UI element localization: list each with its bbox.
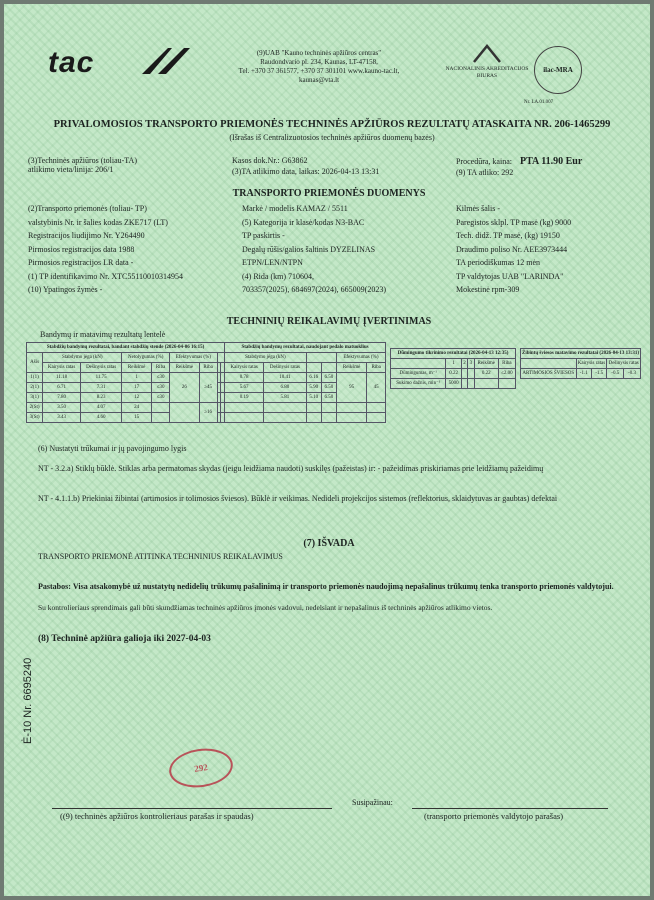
- cell: 2(St): [27, 403, 43, 413]
- station-line: atlikimo vieta/linija: 206/1: [28, 165, 114, 175]
- vehicle-mid-3: Degalų rūšis/galios šaltinis DYZELINAS: [242, 244, 376, 254]
- vehicle-right-6: Mokestinė rpm-309: [456, 285, 520, 294]
- conclusion-text: TRANSPORTO PRIEMONĖ ATITINKA TECHNINIUS REIKALAVIMUS: [38, 552, 283, 561]
- vehicle-mid-1: (5) Kategorija ir klasė/kodas N3-BAC: [242, 217, 365, 227]
- col-pedal-eff: Efektyvumas (%): [336, 353, 385, 363]
- ack-label: Susipažinau:: [352, 798, 393, 807]
- table-row: [391, 379, 516, 389]
- vehicle-right-1: Paregistos sklpl. TP masė (kg) 9000: [456, 217, 572, 227]
- signature-caption-left: ((9) techninės apžiūros kontrolieriaus parašas ir spaudas): [60, 811, 254, 821]
- logo-swoosh-icon: [138, 44, 198, 78]
- appeal-text: Su kontrolieriaus sprendimais gali būti skundžiamas techninės apžiūros įmonės vadovui, nedelsiant ir nepašalinus iš techninės apžiūros atlikimo vietos.: [38, 603, 493, 612]
- cell: 10.41: [264, 373, 307, 383]
- cash-doc: Kasos dok.Nr.: G63862: [232, 156, 308, 165]
- accreditation-icon: [470, 42, 504, 64]
- lights-table: [520, 348, 641, 379]
- cell: ≤30: [152, 393, 170, 403]
- col-p-right: Dešinysis ratas: [264, 363, 307, 373]
- vehicle-right-5: TP valdytojas UAB "LARINDA": [456, 271, 564, 281]
- smoke-header: Dūmingumo tikrinimo rezultatai (2026-04-13 12:35): [391, 349, 516, 359]
- vehicle-left-5: (1) TP identifikavimo Nr. XTC55110010314954: [28, 271, 184, 281]
- cell: ≤30: [152, 373, 170, 383]
- table-row: [521, 369, 641, 379]
- vehicle-right-4: TA periodiškumas 12 mėn: [456, 258, 541, 267]
- company-details: [204, 48, 434, 85]
- cell: 11.18: [43, 373, 81, 383]
- accreditation-logo: [442, 42, 532, 79]
- col-p-left: Kairysis ratas: [225, 363, 264, 373]
- cell: 4.60: [81, 413, 122, 423]
- col-pedal-force: Stabdymo jėga (kN): [225, 353, 307, 363]
- brake-pedal-header: Stabdžių bandymų rezultatai, naudojant pedalo matuoklius: [225, 343, 386, 353]
- cell: 6.50: [321, 393, 336, 403]
- table-row: [27, 373, 386, 383]
- table-row: [391, 369, 516, 379]
- vehicle-column-middle: [242, 202, 452, 297]
- cell: 0.22: [446, 369, 461, 379]
- vehicle-mid-0: Markė / modelis KAMAZ / 5511: [242, 204, 348, 213]
- station-label: (3)Techninės apžiūros (toliau-TA): [28, 156, 137, 165]
- cell: 7.31: [81, 383, 122, 393]
- procedure-info: [456, 156, 636, 177]
- cell: 12: [122, 393, 152, 403]
- cell: Dūmingumas, m⁻¹: [391, 369, 446, 379]
- table-row: [27, 403, 386, 413]
- cell: ARTIMOSIOS ŠVIESOS: [521, 369, 577, 379]
- company-name: (9)UAB "Kauno techninės apžiūros centras": [256, 49, 382, 57]
- conclusion-title: (7) IŠVADA: [303, 538, 355, 549]
- vehicle-column-left: [28, 202, 238, 297]
- cell: 6.80: [264, 383, 307, 393]
- cell: -0.3: [624, 369, 641, 379]
- cell: 11.75: [81, 373, 122, 383]
- cell: 3.43: [43, 413, 81, 423]
- procedure-price: PTA 11.90 Eur: [519, 156, 583, 167]
- ta-info: [232, 156, 452, 176]
- procedure-label: Procedūra, kaina:: [456, 157, 512, 166]
- cell: 6.16: [306, 373, 321, 383]
- cell: 6.71: [43, 383, 81, 393]
- col-eff-limit: Riba: [199, 363, 217, 373]
- cell: ≤2.00: [498, 369, 515, 379]
- vehicle-mid-2: TP paskirtis -: [242, 231, 285, 240]
- col-limit: Riba: [152, 363, 170, 373]
- inspector-stamp: [167, 745, 236, 792]
- station-info: [28, 156, 208, 174]
- company-email: kaunas@vta.lt: [298, 76, 340, 85]
- cell: 24: [122, 403, 152, 413]
- cell: 45: [367, 373, 386, 403]
- ilac-label: ilac-MRA: [543, 65, 573, 74]
- ta-performed-by: (9) TA atliko: 292: [456, 167, 514, 177]
- col-uneven: Netolygumas (%): [122, 353, 170, 363]
- report-title: PRIVALOMOSIOS TRANSPORTO PRIEMONĖS TECHNINĖS APŽIŪROS REZULTATŲ ATASKAITA NR. 206-1465299: [53, 119, 611, 130]
- vehicle-right-3: Draudimo poliso Nr. AEE3973444: [456, 244, 568, 254]
- cell: 5.10: [306, 393, 321, 403]
- vehicle-left-3: Pirmosios registracijos data 1988: [28, 244, 135, 254]
- col-p-value: Reikšmė: [336, 363, 366, 373]
- notes: [38, 582, 638, 591]
- col-force: Stabdymo jėga (kN): [43, 353, 122, 363]
- company-phone: Tel. +370 37 361577, +370 37 301101 www.kauno-tac.lt,: [238, 67, 400, 76]
- smoke-col-limit: Riba: [498, 359, 515, 369]
- vehicle-left-1: valstybinis Nr. ir šalies kodas ZKE717 (LT): [28, 217, 168, 227]
- company-logo: tac: [48, 46, 95, 79]
- stamp-number: 292: [193, 761, 209, 774]
- cell: 0.78: [225, 373, 264, 383]
- cell: ≥45: [199, 373, 217, 403]
- cell: 15: [122, 413, 152, 423]
- col-p-limit: Riba: [367, 363, 386, 373]
- cell: 6.50: [321, 383, 336, 393]
- cell: 6.50: [321, 373, 336, 383]
- ta-date: (3)TA atlikimo data, laikas: 2026-04-13 13:31: [232, 167, 380, 177]
- table-caption: Bandymų ir matavimų rezultatų lentelė: [40, 330, 166, 339]
- lights-col-right: Dešinysis ratas: [607, 359, 641, 369]
- cell: ≥16: [199, 403, 217, 423]
- cell: ≤30: [152, 383, 170, 393]
- form-number: Ė-10 Nr. 6695240: [22, 657, 34, 744]
- defect-item: NT - 3.2.a) Stiklų būklė. Stiklas arba permatomas skydas (jeigu leidžiama naudoti) suskilęs (pažeistas) ir: - pažeidimas priskiriamas prie leidžiamų pažeidimų: [38, 464, 544, 473]
- cell: 95: [336, 373, 366, 403]
- lights-header: Žibintų šviesos matavimo rezultatai (2026-04-13 13:31): [521, 349, 641, 359]
- col-right: Dešinysis ratas: [81, 363, 122, 373]
- lights-col-left: Kairysis ratas: [576, 359, 607, 369]
- notes-label: Pastabos:: [38, 582, 71, 591]
- cell: 7.80: [43, 393, 81, 403]
- report-sheet: [4, 4, 650, 896]
- brake-table: [26, 342, 386, 423]
- smoke-table: Dūmingumo tikrinimo rezultatai (2026-04-13 12:35) 1 2 3 Reikšmė Riba Dūmingumas, m⁻¹ 0.22 0.22 ≤2.00 Sukimo dažnis, min⁻¹ 5000: [390, 348, 516, 389]
- cell: -1.1: [576, 369, 591, 379]
- valid-until: (8) Techninė apžiūra galioja iki 2027-04-03: [38, 634, 211, 644]
- cell: 3.50: [43, 403, 81, 413]
- notes-text: Visa atsakomybė už nustatytų nedidelių trūkumų pašalinimą ir transporto priemonės naudojimą nepašalinus trūkumų tenka transporto priemonės valdytojui.: [72, 582, 614, 591]
- signature-line-left: [52, 808, 332, 809]
- vehicle-right-0: Kilmės šalis -: [456, 204, 500, 213]
- vehicle-mid-4: ETPN/LEN/NTPN: [242, 258, 303, 267]
- cell: 5.81: [264, 393, 307, 403]
- cell: 4.07: [81, 403, 122, 413]
- col-left: Kairysis ratas: [43, 363, 81, 373]
- vehicle-right-2: Tech. didž. TP masė, (kg) 19150: [456, 231, 560, 240]
- cell: Sukimo dažnis, min⁻¹: [391, 379, 446, 389]
- cell: 5.90: [306, 383, 321, 393]
- cell: 26: [170, 373, 200, 403]
- cell: 17: [122, 383, 152, 393]
- col-eff-value: Reikšmė: [170, 363, 200, 373]
- col-axle: Ašis: [27, 353, 43, 373]
- col-value: Reikšmė: [122, 363, 152, 373]
- ilac-seal: [534, 46, 582, 94]
- company-address: Raudondvario pl. 234, Kaunas, LT-47158,: [260, 58, 378, 67]
- vehicle-left-4: Pirmosios registracijos LR data -: [28, 258, 134, 267]
- vehicle-left-0: (2)Transporto priemonės (toliau- TP): [28, 204, 147, 213]
- cell: 3(1): [27, 393, 43, 403]
- cell: 5.67: [225, 383, 264, 393]
- document-code: Nr. LA.01.007: [524, 100, 554, 105]
- defects-title: (6) Nustatyti trūkumai ir jų pavojingumo lygis: [38, 444, 187, 453]
- signature-caption-right: (transporto priemonės valdytojo parašas): [424, 811, 564, 821]
- signature-line-right: [412, 808, 608, 809]
- vehicle-left-2: Registracijos liudijimo Nr. Y264490: [28, 231, 145, 240]
- vehicle-column-right: [456, 202, 646, 297]
- cell: 0.19: [225, 393, 264, 403]
- cell: 3(St): [27, 413, 43, 423]
- vehicle-mid-5: (4) Rida (km) 710604,: [242, 271, 314, 281]
- cell: 8.23: [81, 393, 122, 403]
- cell: 1(1): [27, 373, 43, 383]
- smoke-col-value: Reikšmė: [474, 359, 498, 369]
- cell: 0.22: [474, 369, 498, 379]
- defect-item: NT - 4.1.1.b) Priekiniai žibintai (artimosios ir tolimosios šviesos). Būklė ir veikimas. Nedideli projekcijos sistemos (reflektorius, sklaidytuvas ar gaubtas) defektai: [38, 494, 558, 503]
- cell: 2(1): [27, 383, 43, 393]
- accreditation-label: NACIONALINIS AKREDITACIJOS BIURAS: [445, 66, 529, 79]
- vehicle-mid-6: 703357(2025), 684697(2024), 665009(2023): [242, 285, 386, 294]
- cell: -1.5: [591, 369, 606, 379]
- assessment-title: TECHNINIŲ REIKALAVIMŲ ĮVERTINIMAS: [226, 316, 432, 327]
- vehicle-left-6: (10) Ypatingos žymės -: [28, 285, 103, 294]
- brake-stand-header: Stabdžių bandymų rezultatai, bandant stabdžių stende (2026-04-06 16:15): [27, 343, 225, 353]
- cell: 5000: [446, 379, 461, 389]
- cell: 1: [122, 373, 152, 383]
- vehicle-section-title: TRANSPORTO PRIEMONĖS DUOMENYS: [232, 188, 426, 199]
- col-efficiency: Efektyvumas (%): [170, 353, 217, 363]
- report-subtitle: (Išrašas iš Centralizuotosios techninės apžiūros duomenų bazės): [229, 133, 435, 142]
- cell: -0.5: [607, 369, 624, 379]
